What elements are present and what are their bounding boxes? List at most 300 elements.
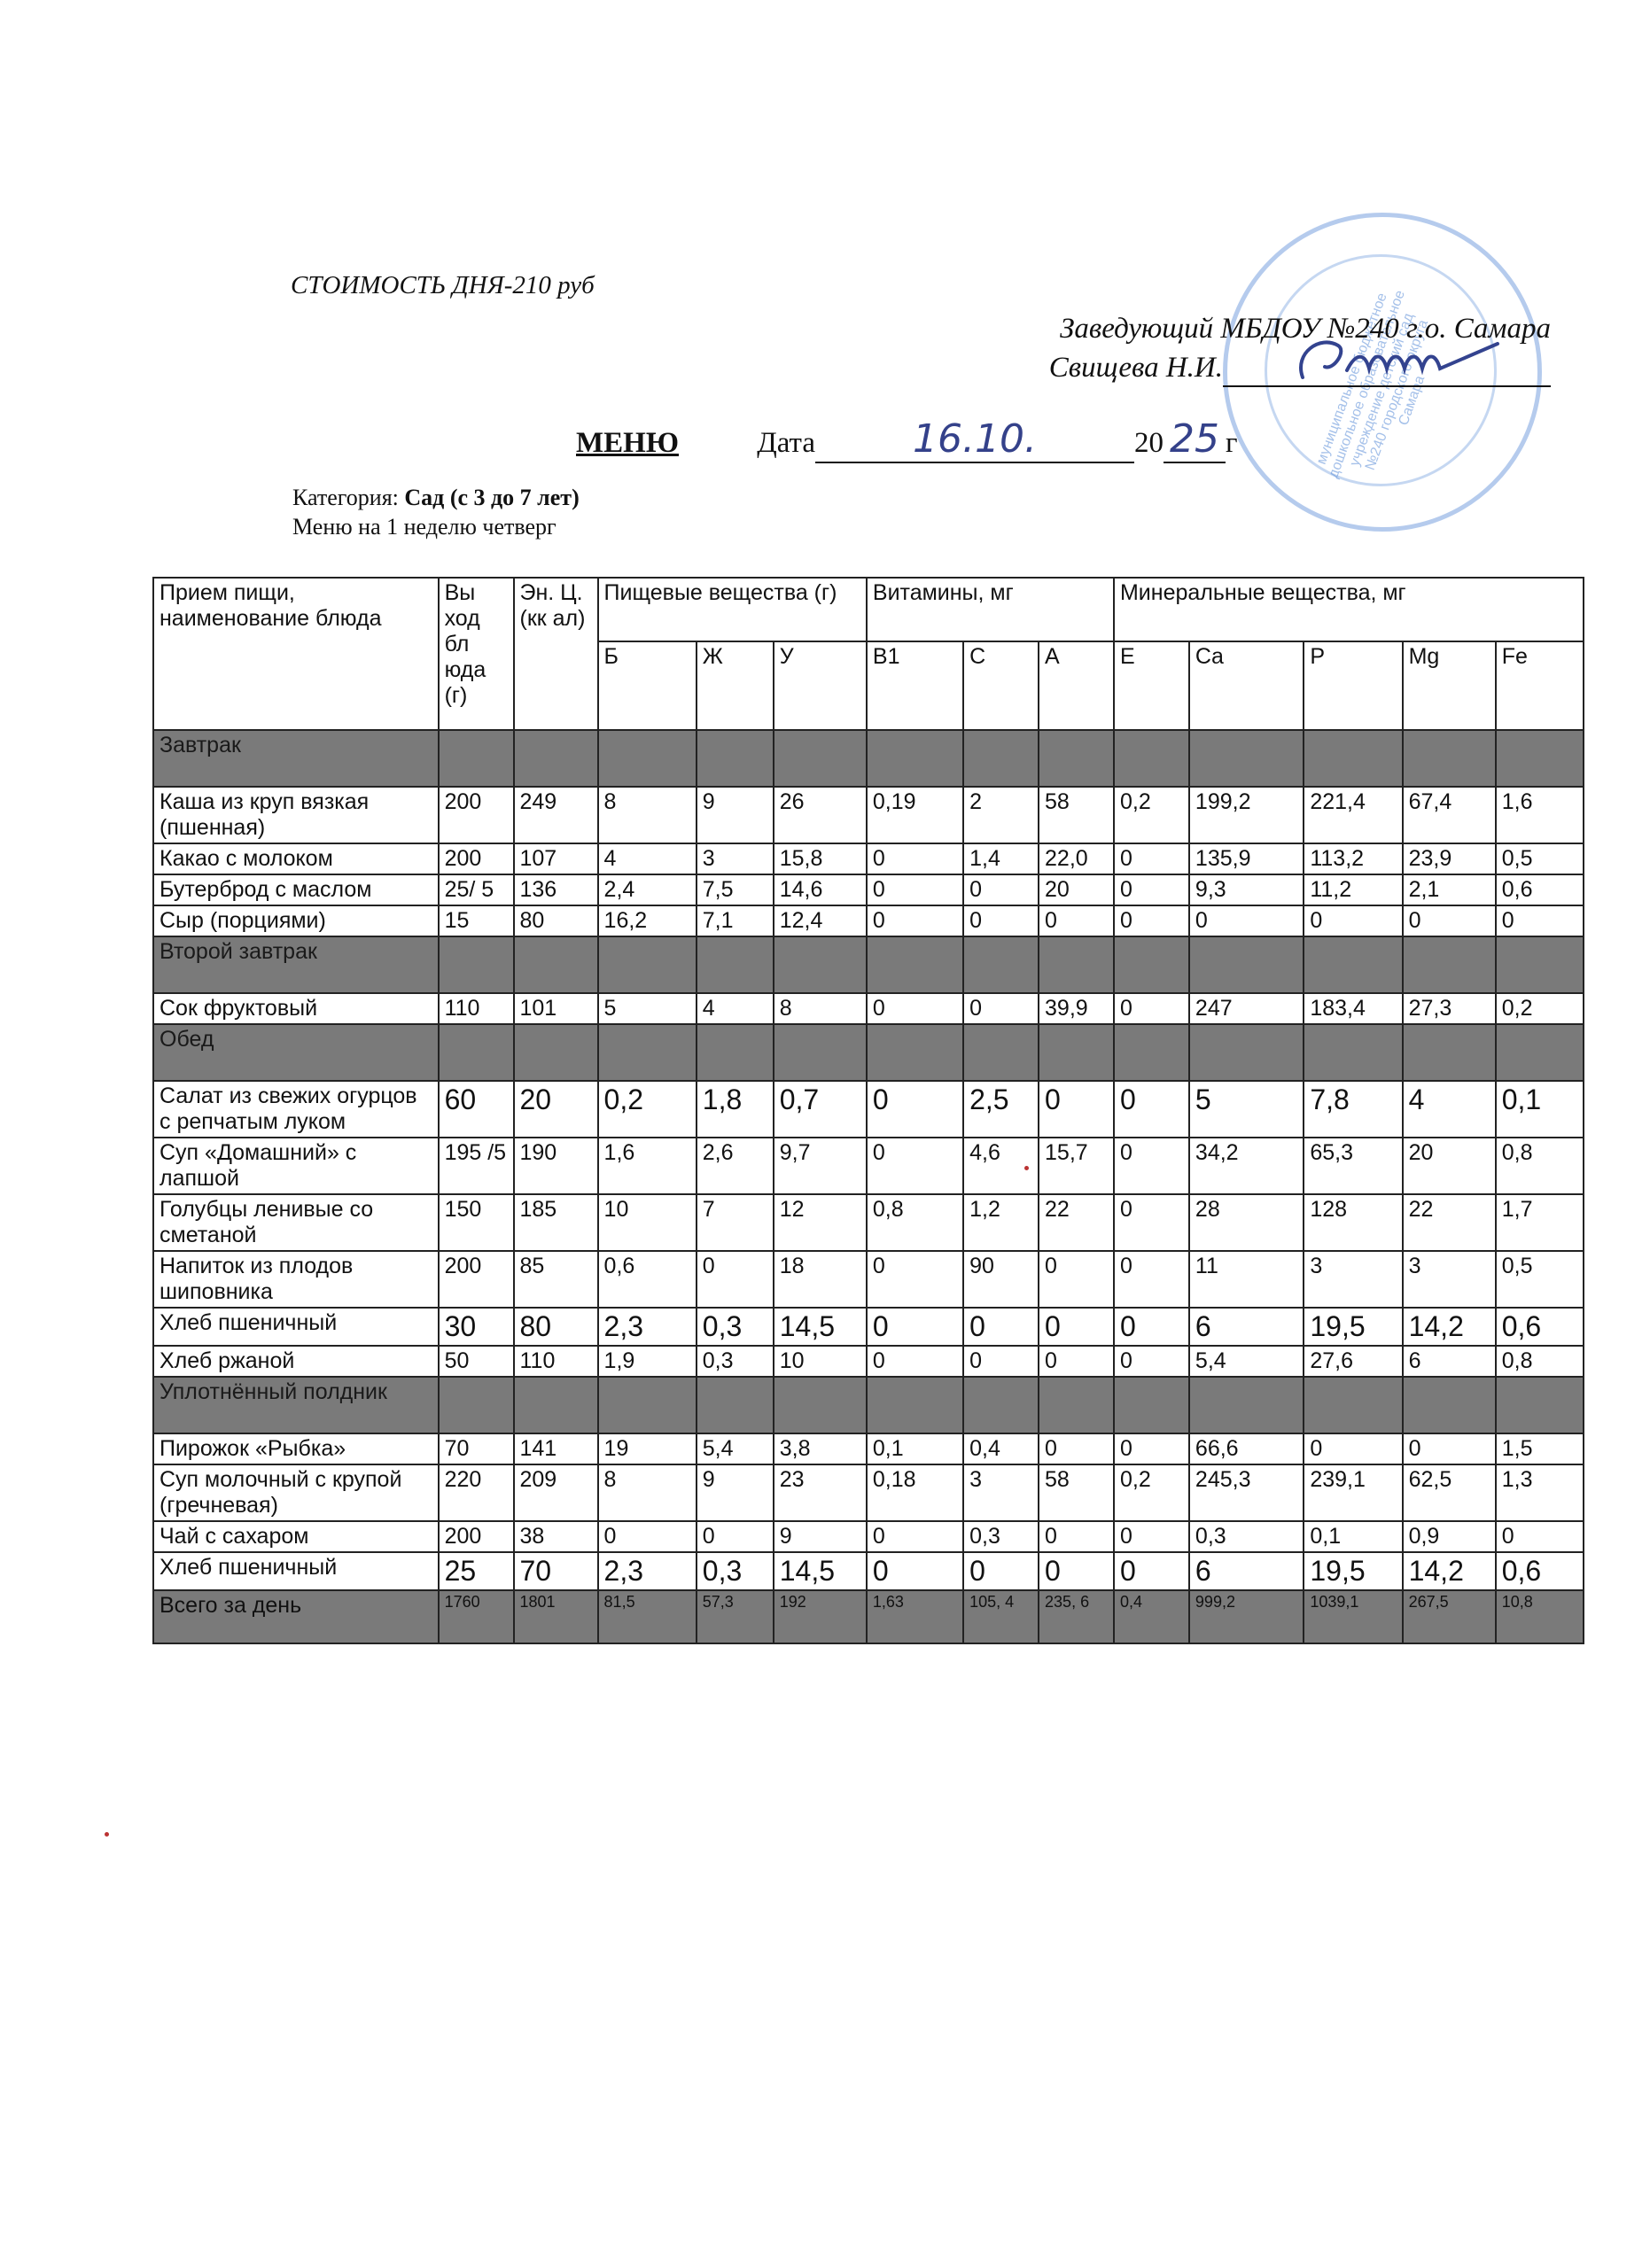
dish-name: Салат из свежих огурцов с репчатым луком	[153, 1081, 439, 1138]
value-cell: 70	[514, 1552, 598, 1590]
value-cell: 6	[1403, 1346, 1496, 1377]
dish-name: Пирожок «Рыбка»	[153, 1433, 439, 1464]
value-cell: 19,5	[1304, 1552, 1402, 1590]
dish-name: Хлеб ржаной	[153, 1346, 439, 1377]
value-cell: 0	[867, 1521, 963, 1552]
value-cell: 22,0	[1039, 843, 1114, 874]
value-cell: 0	[1039, 1552, 1114, 1590]
section-filler-cell	[867, 1024, 963, 1081]
section-filler-cell	[774, 1024, 867, 1081]
value-cell: 200	[439, 1251, 514, 1308]
section-filler-cell	[1304, 1377, 1402, 1433]
value-cell: 267,5	[1403, 1590, 1496, 1643]
section-filler-cell	[697, 1024, 774, 1081]
value-cell: 1,5	[1496, 1433, 1584, 1464]
section-row	[153, 936, 1584, 993]
value-cell: 16,2	[598, 905, 697, 936]
value-cell: 192	[774, 1590, 867, 1643]
value-cell: 3	[697, 843, 774, 874]
value-cell: 0,8	[1496, 1346, 1584, 1377]
value-cell: 0,2	[1114, 787, 1189, 843]
value-cell: 0	[1039, 1433, 1114, 1464]
year-field	[1164, 416, 1226, 463]
value-cell: 0	[1496, 905, 1584, 936]
subheader-cell: Ca	[1189, 641, 1304, 730]
value-cell: 3	[1403, 1251, 1496, 1308]
section-filler-cell	[1114, 936, 1189, 993]
value-cell: 14,2	[1403, 1308, 1496, 1346]
value-cell: 136	[514, 874, 598, 905]
subheader-cell: P	[1304, 641, 1402, 730]
value-cell: 3	[963, 1464, 1039, 1521]
value-cell: 0	[598, 1521, 697, 1552]
date-value: 16.10.	[913, 416, 1037, 462]
section-filler-cell	[963, 1024, 1039, 1081]
table-row	[153, 1194, 1584, 1251]
section-filler-cell	[867, 730, 963, 787]
value-cell: 2,3	[598, 1308, 697, 1346]
section-filler-cell	[1189, 1024, 1304, 1081]
table-row	[153, 905, 1584, 936]
section-filler-cell	[697, 936, 774, 993]
menu-title-row	[576, 416, 1238, 463]
value-cell: 58	[1039, 1464, 1114, 1521]
value-cell: 0,7	[774, 1081, 867, 1138]
value-cell: 245,3	[1189, 1464, 1304, 1521]
value-cell: 0,19	[867, 787, 963, 843]
handwritten-signature	[1285, 326, 1515, 397]
value-cell: 14,6	[774, 874, 867, 905]
value-cell: 113,2	[1304, 843, 1402, 874]
value-cell: 199,2	[1189, 787, 1304, 843]
value-cell: 7,5	[697, 874, 774, 905]
value-cell: 12	[774, 1194, 867, 1251]
value-cell: 0	[1114, 1081, 1189, 1138]
menu-meta	[292, 484, 580, 541]
section-filler-cell	[1304, 1024, 1402, 1081]
value-cell: 0,3	[697, 1308, 774, 1346]
value-cell: 3	[1304, 1251, 1402, 1308]
table-row	[153, 1138, 1584, 1194]
value-cell: 0	[867, 1251, 963, 1308]
header-nutrients: Пищевые вещества (г)	[598, 578, 867, 641]
section-filler-cell	[1039, 730, 1114, 787]
value-cell: 58	[1039, 787, 1114, 843]
value-cell: 0	[1039, 905, 1114, 936]
value-cell: 0	[1403, 1433, 1496, 1464]
value-cell: 1,8	[697, 1081, 774, 1138]
value-cell: 4	[697, 993, 774, 1024]
value-cell: 8	[598, 1464, 697, 1521]
value-cell: 1760	[439, 1590, 514, 1643]
value-cell: 10	[598, 1194, 697, 1251]
value-cell: 15,8	[774, 843, 867, 874]
section-name: Завтрак	[153, 730, 439, 787]
value-cell: 14,5	[774, 1552, 867, 1590]
section-filler-cell	[439, 936, 514, 993]
value-cell: 12,4	[774, 905, 867, 936]
value-cell: 0	[963, 874, 1039, 905]
header-minerals: Минеральные вещества, мг	[1114, 578, 1584, 641]
value-cell: 1,63	[867, 1590, 963, 1643]
subheader-cell: Mg	[1403, 641, 1496, 730]
section-filler-cell	[774, 936, 867, 993]
value-cell: 28	[1189, 1194, 1304, 1251]
subheader-cell: Е	[1114, 641, 1189, 730]
value-cell: 25	[439, 1552, 514, 1590]
value-cell: 999,2	[1189, 1590, 1304, 1643]
section-row	[153, 1024, 1584, 1081]
section-filler-cell	[439, 1377, 514, 1433]
value-cell: 1,3	[1496, 1464, 1584, 1521]
menu-table-body	[153, 730, 1584, 1643]
value-cell: 0,9	[1403, 1521, 1496, 1552]
value-cell: 14,2	[1403, 1552, 1496, 1590]
table-row	[153, 993, 1584, 1024]
value-cell: 0	[867, 905, 963, 936]
value-cell: 0	[867, 993, 963, 1024]
table-row	[153, 1081, 1584, 1138]
value-cell: 0,5	[1496, 1251, 1584, 1308]
value-cell: 2,3	[598, 1552, 697, 1590]
value-cell: 235, 6	[1039, 1590, 1114, 1643]
section-filler-cell	[1114, 730, 1189, 787]
value-cell: 0	[867, 874, 963, 905]
value-cell: 80	[514, 1308, 598, 1346]
value-cell: 1,7	[1496, 1194, 1584, 1251]
category-label: Категория:	[292, 485, 405, 510]
value-cell: 0	[1189, 905, 1304, 936]
value-cell: 62,5	[1403, 1464, 1496, 1521]
value-cell: 220	[439, 1464, 514, 1521]
value-cell: 85	[514, 1251, 598, 1308]
section-filler-cell	[1496, 936, 1584, 993]
section-filler-cell	[1304, 936, 1402, 993]
value-cell: 2,5	[963, 1081, 1039, 1138]
value-cell: 0	[963, 1552, 1039, 1590]
value-cell: 0	[1496, 1521, 1584, 1552]
year-suffix: г	[1226, 427, 1238, 459]
value-cell: 15	[439, 905, 514, 936]
value-cell: 15,7	[1039, 1138, 1114, 1194]
value-cell: 0	[1114, 1521, 1189, 1552]
section-filler-cell	[697, 1377, 774, 1433]
table-row	[153, 1308, 1584, 1346]
value-cell: 128	[1304, 1194, 1402, 1251]
value-cell: 105, 4	[963, 1590, 1039, 1643]
value-cell: 247	[1189, 993, 1304, 1024]
value-cell: 9,3	[1189, 874, 1304, 905]
value-cell: 183,4	[1304, 993, 1402, 1024]
section-filler-cell	[1039, 1024, 1114, 1081]
value-cell: 7,1	[697, 905, 774, 936]
value-cell: 7,8	[1304, 1081, 1402, 1138]
section-filler-cell	[1039, 1377, 1114, 1433]
value-cell: 10,8	[1496, 1590, 1584, 1643]
value-cell: 9	[697, 787, 774, 843]
value-cell: 0,8	[867, 1194, 963, 1251]
table-row	[153, 787, 1584, 843]
value-cell: 0	[1114, 905, 1189, 936]
dish-name: Какао с молоком	[153, 843, 439, 874]
section-filler-cell	[514, 1024, 598, 1081]
ink-speck	[105, 1832, 109, 1837]
value-cell: 1039,1	[1304, 1590, 1402, 1643]
value-cell: 0	[1114, 1433, 1189, 1464]
total-row	[153, 1590, 1584, 1643]
table-row	[153, 1251, 1584, 1308]
section-filler-cell	[963, 1377, 1039, 1433]
subheader-cell: Fe	[1496, 641, 1584, 730]
section-filler-cell	[1403, 730, 1496, 787]
value-cell: 0,6	[598, 1251, 697, 1308]
approval-person: Свищева Н.И.	[1048, 351, 1223, 384]
section-filler-cell	[1114, 1024, 1189, 1081]
value-cell: 0,8	[1496, 1138, 1584, 1194]
value-cell: 0	[1039, 1251, 1114, 1308]
value-cell: 0,2	[1114, 1464, 1189, 1521]
value-cell: 6	[1189, 1308, 1304, 1346]
date-field	[815, 416, 1134, 463]
section-filler-cell	[514, 936, 598, 993]
dish-name: Каша из круп вязкая (пшенная)	[153, 787, 439, 843]
value-cell: 0	[963, 1346, 1039, 1377]
value-cell: 1,6	[598, 1138, 697, 1194]
value-cell: 0	[867, 1308, 963, 1346]
value-cell: 25/ 5	[439, 874, 514, 905]
value-cell: 4	[598, 843, 697, 874]
table-row	[153, 1433, 1584, 1464]
value-cell: 0	[1039, 1346, 1114, 1377]
value-cell: 1,9	[598, 1346, 697, 1377]
value-cell: 1,4	[963, 843, 1039, 874]
ink-speck	[1024, 1166, 1029, 1170]
value-cell: 150	[439, 1194, 514, 1251]
section-filler-cell	[514, 1377, 598, 1433]
value-cell: 200	[439, 787, 514, 843]
value-cell: 0	[697, 1251, 774, 1308]
value-cell: 80	[514, 905, 598, 936]
section-filler-cell	[1039, 936, 1114, 993]
value-cell: 3,8	[774, 1433, 867, 1464]
value-cell: 0	[1114, 1138, 1189, 1194]
value-cell: 23,9	[1403, 843, 1496, 874]
subheader-cell: С	[963, 641, 1039, 730]
value-cell: 0	[1403, 905, 1496, 936]
value-cell: 1,6	[1496, 787, 1584, 843]
section-filler-cell	[867, 936, 963, 993]
value-cell: 20	[1039, 874, 1114, 905]
section-row	[153, 730, 1584, 787]
value-cell: 0	[867, 1346, 963, 1377]
value-cell: 10	[774, 1346, 867, 1377]
section-filler-cell	[1189, 936, 1304, 993]
value-cell: 0,6	[1496, 1308, 1584, 1346]
value-cell: 14,5	[774, 1308, 867, 1346]
value-cell: 50	[439, 1346, 514, 1377]
dish-name: Напиток из плодов шиповника	[153, 1251, 439, 1308]
value-cell: 20	[514, 1081, 598, 1138]
value-cell: 2,6	[697, 1138, 774, 1194]
value-cell: 0,3	[963, 1521, 1039, 1552]
section-filler-cell	[867, 1377, 963, 1433]
section-filler-cell	[963, 936, 1039, 993]
section-filler-cell	[598, 730, 697, 787]
value-cell: 70	[439, 1433, 514, 1464]
section-name: Уплотнённый полдник	[153, 1377, 439, 1433]
value-cell: 57,3	[697, 1590, 774, 1643]
section-filler-cell	[598, 1377, 697, 1433]
value-cell: 209	[514, 1464, 598, 1521]
menu-title: МЕНЮ	[576, 427, 679, 459]
section-filler-cell	[439, 730, 514, 787]
section-filler-cell	[1403, 1377, 1496, 1433]
table-row	[153, 1346, 1584, 1377]
value-cell: 81,5	[598, 1590, 697, 1643]
value-cell: 110	[514, 1346, 598, 1377]
value-cell: 6	[1189, 1552, 1304, 1590]
value-cell: 18	[774, 1251, 867, 1308]
value-cell: 19,5	[1304, 1308, 1402, 1346]
table-row	[153, 1464, 1584, 1521]
value-cell: 39,9	[1039, 993, 1114, 1024]
section-filler-cell	[439, 1024, 514, 1081]
value-cell: 66,6	[1189, 1433, 1304, 1464]
value-cell: 20	[1403, 1138, 1496, 1194]
value-cell: 0,3	[697, 1552, 774, 1590]
subheader-cell: Б	[598, 641, 697, 730]
value-cell: 0	[1114, 1194, 1189, 1251]
value-cell: 141	[514, 1433, 598, 1464]
date-label: Дата	[757, 427, 816, 459]
value-cell: 1801	[514, 1590, 598, 1643]
section-filler-cell	[697, 730, 774, 787]
value-cell: 0,4	[1114, 1590, 1189, 1643]
dish-name: Хлеб пшеничный	[153, 1552, 439, 1590]
value-cell: 22	[1039, 1194, 1114, 1251]
value-cell: 0	[1114, 1308, 1189, 1346]
value-cell: 34,2	[1189, 1138, 1304, 1194]
section-filler-cell	[598, 936, 697, 993]
section-filler-cell	[774, 730, 867, 787]
value-cell: 5,4	[1189, 1346, 1304, 1377]
value-cell: 0	[1114, 1552, 1189, 1590]
table-row	[153, 1552, 1584, 1590]
year-prefix: 20	[1134, 427, 1164, 459]
value-cell: 5,4	[697, 1433, 774, 1464]
section-filler-cell	[598, 1024, 697, 1081]
week-line: Меню на 1 неделю четверг	[292, 513, 556, 540]
table-row	[153, 874, 1584, 905]
approval-position: Заведующий МБДОУ №240 г.о. Самара	[1060, 313, 1551, 345]
subheader-cell: А	[1039, 641, 1114, 730]
value-cell: 0,5	[1496, 843, 1584, 874]
section-name: Второй завтрак	[153, 936, 439, 993]
value-cell: 0	[1114, 1251, 1189, 1308]
subheader-cell: У	[774, 641, 867, 730]
menu-table	[152, 577, 1584, 1644]
value-cell: 0,3	[697, 1346, 774, 1377]
value-cell: 0,1	[1304, 1521, 1402, 1552]
value-cell: 0	[1039, 1308, 1114, 1346]
value-cell: 27,6	[1304, 1346, 1402, 1377]
value-cell: 0,3	[1189, 1521, 1304, 1552]
dish-name: Хлеб пшеничный	[153, 1308, 439, 1346]
value-cell: 30	[439, 1308, 514, 1346]
value-cell: 0	[1304, 1433, 1402, 1464]
value-cell: 8	[774, 993, 867, 1024]
section-filler-cell	[514, 730, 598, 787]
value-cell: 0	[1304, 905, 1402, 936]
section-filler-cell	[1189, 730, 1304, 787]
value-cell: 0	[867, 1138, 963, 1194]
value-cell: 4,6	[963, 1138, 1039, 1194]
header-dish: Прием пищи, наименование блюда	[153, 578, 439, 730]
value-cell: 19	[598, 1433, 697, 1464]
section-filler-cell	[963, 730, 1039, 787]
value-cell: 185	[514, 1194, 598, 1251]
section-filler-cell	[1403, 1024, 1496, 1081]
value-cell: 5	[598, 993, 697, 1024]
value-cell: 0	[1114, 843, 1189, 874]
value-cell: 0,1	[867, 1433, 963, 1464]
stamp-text: муниципальное бюджетное дошкольное образовательное учреждение детский сад №240 городского округа Самара	[1313, 288, 1432, 480]
section-filler-cell	[1496, 1377, 1584, 1433]
daily-cost: СТОИМОСТЬ ДНЯ-210 руб	[291, 271, 595, 299]
value-cell: 2,1	[1403, 874, 1496, 905]
value-cell: 67,4	[1403, 787, 1496, 843]
dish-name: Суп «Домашний» с лапшой	[153, 1138, 439, 1194]
value-cell: 8	[598, 787, 697, 843]
value-cell: 27,3	[1403, 993, 1496, 1024]
value-cell: 0	[963, 1308, 1039, 1346]
section-filler-cell	[1403, 936, 1496, 993]
value-cell: 107	[514, 843, 598, 874]
header-yield: Вы ход бл юда (г)	[439, 578, 514, 730]
value-cell: 4	[1403, 1081, 1496, 1138]
value-cell: 200	[439, 1521, 514, 1552]
value-cell: 0,2	[598, 1081, 697, 1138]
value-cell: 0,4	[963, 1433, 1039, 1464]
dish-name: Чай с сахаром	[153, 1521, 439, 1552]
dish-name: Сок фруктовый	[153, 993, 439, 1024]
subheader-cell: В1	[867, 641, 963, 730]
table-row	[153, 1521, 1584, 1552]
header-vitamins: Витамины, мг	[867, 578, 1114, 641]
value-cell: 0,6	[1496, 1552, 1584, 1590]
value-cell: 221,4	[1304, 787, 1402, 843]
dish-name: Всего за день	[153, 1590, 439, 1643]
section-filler-cell	[1114, 1377, 1189, 1433]
value-cell: 90	[963, 1251, 1039, 1308]
value-cell: 9	[774, 1521, 867, 1552]
value-cell: 22	[1403, 1194, 1496, 1251]
section-filler-cell	[1189, 1377, 1304, 1433]
dish-name: Голубцы ленивые со сметаной	[153, 1194, 439, 1251]
value-cell: 195 /5	[439, 1138, 514, 1194]
table-row	[153, 843, 1584, 874]
value-cell: 0	[963, 905, 1039, 936]
value-cell: 7	[697, 1194, 774, 1251]
value-cell: 0	[1114, 993, 1189, 1024]
section-name: Обед	[153, 1024, 439, 1081]
value-cell: 1,2	[963, 1194, 1039, 1251]
value-cell: 11	[1189, 1251, 1304, 1308]
section-row	[153, 1377, 1584, 1433]
value-cell: 135,9	[1189, 843, 1304, 874]
value-cell: 0	[867, 1081, 963, 1138]
value-cell: 5	[1189, 1081, 1304, 1138]
